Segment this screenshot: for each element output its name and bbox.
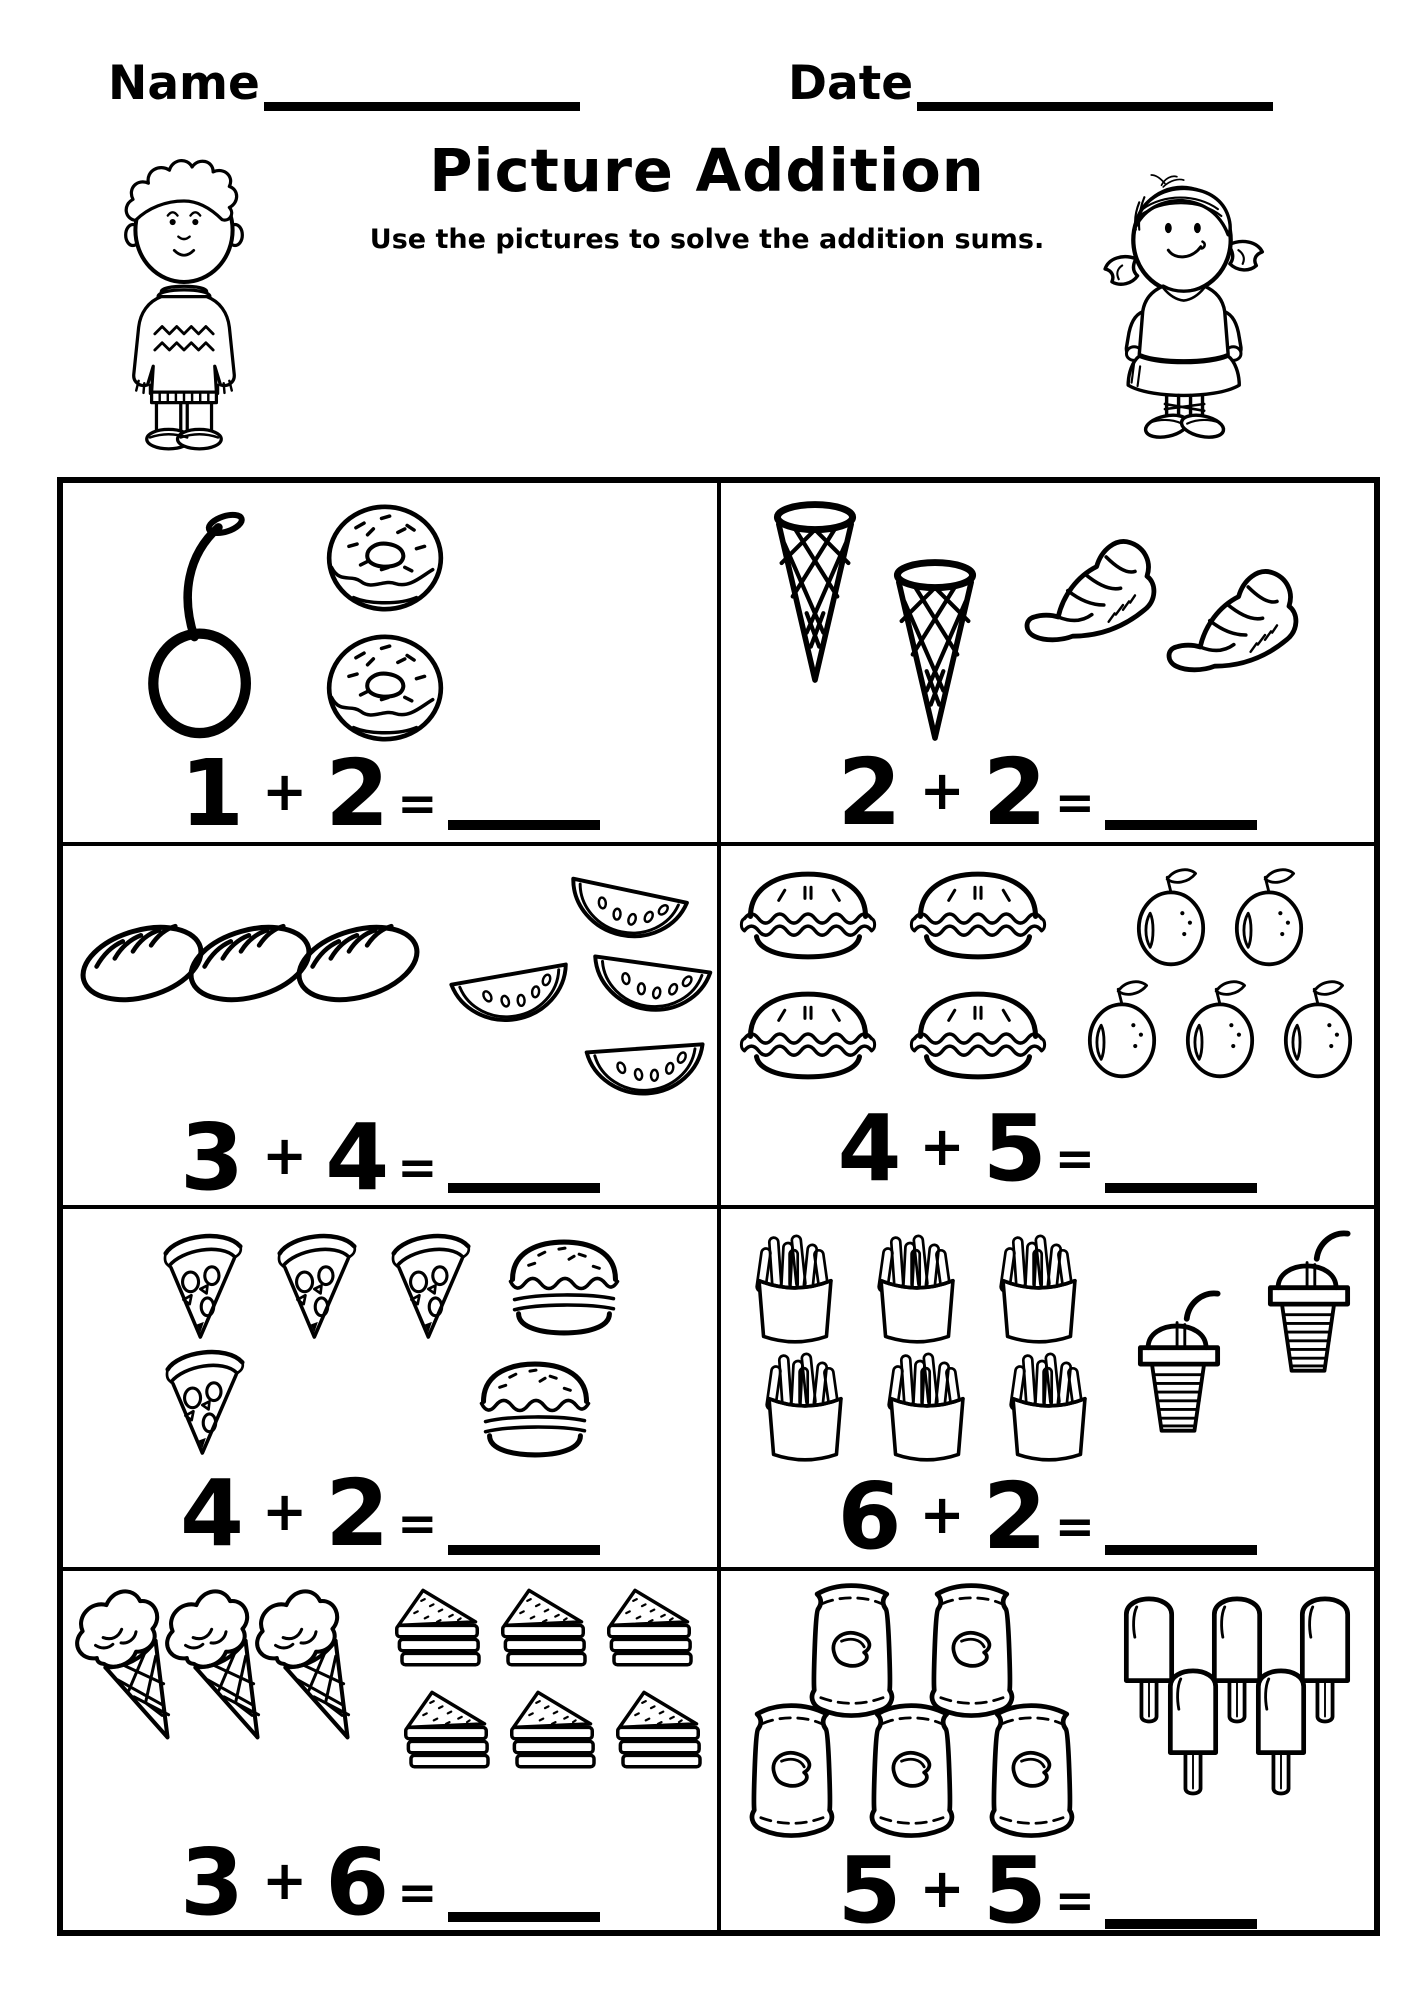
picture-row bbox=[66, 908, 434, 1014]
name-blank-line[interactable] bbox=[264, 52, 580, 111]
cake-icon bbox=[388, 1583, 486, 1687]
orange-icon bbox=[1127, 864, 1215, 970]
problem-cell-8 bbox=[721, 1571, 1375, 1930]
date-field bbox=[788, 52, 1273, 111]
pictures bbox=[63, 1209, 717, 1461]
equation bbox=[63, 1461, 717, 1568]
fries-icon bbox=[861, 1225, 973, 1349]
pie-icon bbox=[902, 862, 1054, 968]
fries-icon bbox=[749, 1343, 861, 1467]
picture-row bbox=[440, 1355, 630, 1461]
picture-row bbox=[735, 1699, 1087, 1845]
problem-cell-1 bbox=[63, 483, 717, 842]
answer-blank[interactable] bbox=[1105, 1545, 1257, 1555]
equals-sign: = bbox=[1054, 1873, 1095, 1930]
burger-icon bbox=[469, 1355, 601, 1461]
addend-a: 3 bbox=[180, 1104, 245, 1205]
cake-icon bbox=[397, 1685, 495, 1789]
addend-a-pictures bbox=[73, 1581, 375, 1753]
donut-icon bbox=[321, 499, 449, 617]
addend-b-pictures bbox=[448, 866, 714, 1112]
popsicle-icon bbox=[1159, 1651, 1227, 1807]
pictures bbox=[63, 1571, 717, 1836]
addend-b-pictures bbox=[321, 499, 449, 747]
addend-a: 2 bbox=[837, 739, 902, 842]
addend-a: 4 bbox=[837, 1094, 902, 1202]
addend-a: 3 bbox=[180, 1829, 245, 1930]
plus-sign: + bbox=[262, 760, 308, 824]
picture-row bbox=[749, 1343, 1105, 1467]
plus-sign: + bbox=[919, 759, 965, 823]
page-title: Picture Addition bbox=[429, 136, 985, 205]
pie-icon bbox=[732, 862, 884, 968]
orange-icon bbox=[1176, 976, 1264, 1082]
addend-b: 6 bbox=[325, 1829, 390, 1930]
orange-icon bbox=[1274, 976, 1362, 1082]
picture-row bbox=[732, 982, 1054, 1088]
equation bbox=[63, 1829, 717, 1930]
picture-row bbox=[1078, 864, 1362, 970]
equals-sign: = bbox=[397, 1495, 438, 1552]
equation bbox=[721, 739, 1375, 842]
addend-a-pictures bbox=[735, 1579, 1087, 1845]
popsicle-icon bbox=[1247, 1651, 1315, 1807]
burger-icon bbox=[498, 1233, 630, 1339]
cake-icon bbox=[503, 1685, 601, 1789]
addend-b: 2 bbox=[325, 1459, 390, 1567]
pictures bbox=[63, 846, 717, 1112]
equals-sign: = bbox=[397, 776, 438, 833]
picture-row bbox=[769, 499, 981, 745]
plus-sign: + bbox=[262, 1479, 308, 1543]
addend-b-pictures bbox=[1123, 1225, 1365, 1449]
name-field bbox=[108, 52, 580, 111]
answer-blank[interactable] bbox=[448, 1912, 600, 1922]
addend-b-pictures bbox=[1078, 864, 1362, 1082]
cone-icon bbox=[769, 499, 861, 687]
pictures bbox=[721, 1571, 1375, 1845]
picture-row bbox=[1078, 976, 1362, 1082]
addend-a-pictures bbox=[66, 908, 434, 1014]
pie-icon bbox=[902, 982, 1054, 1088]
page-subtitle: Use the pictures to solve the addition sums. bbox=[369, 224, 1045, 255]
answer-blank[interactable] bbox=[448, 820, 600, 830]
equation bbox=[721, 1093, 1375, 1205]
addend-b-pictures bbox=[1015, 521, 1325, 689]
chips-icon bbox=[855, 1699, 967, 1845]
picture-row bbox=[1015, 521, 1325, 689]
bread-icon bbox=[282, 908, 434, 1014]
picture-row bbox=[321, 499, 449, 617]
croissant-icon bbox=[1157, 551, 1325, 689]
pictures bbox=[63, 483, 717, 747]
addend-a: 4 bbox=[180, 1459, 245, 1567]
cone-icon bbox=[889, 557, 981, 745]
addend-a-pictures bbox=[769, 499, 981, 745]
addend-b-pictures bbox=[1115, 1579, 1359, 1807]
addend-a: 1 bbox=[180, 740, 245, 842]
addend-a-pictures bbox=[732, 862, 1054, 1088]
watermelon-icon bbox=[579, 1019, 713, 1116]
name-label: Name bbox=[108, 56, 260, 111]
equation bbox=[63, 740, 717, 842]
answer-blank[interactable] bbox=[448, 1545, 600, 1555]
picture-row bbox=[397, 1685, 707, 1789]
picture-row bbox=[729, 1225, 1105, 1349]
addend-a-pictures bbox=[143, 505, 263, 740]
picture-row bbox=[1123, 1225, 1365, 1449]
cake-icon bbox=[494, 1583, 592, 1687]
answer-blank[interactable] bbox=[448, 1183, 600, 1193]
addend-b: 2 bbox=[982, 1462, 1047, 1568]
plus-sign: + bbox=[919, 1114, 965, 1178]
answer-blank[interactable] bbox=[1105, 1183, 1257, 1193]
addend-a: 6 bbox=[837, 1462, 902, 1568]
chips-icon bbox=[975, 1699, 1087, 1845]
picture-row bbox=[143, 505, 263, 740]
pizza-icon bbox=[150, 1225, 256, 1345]
addend-b: 4 bbox=[325, 1104, 390, 1205]
fries-icon bbox=[739, 1225, 851, 1349]
equation bbox=[63, 1104, 717, 1205]
problem-cell-5 bbox=[63, 1209, 717, 1568]
boy-clipart-icon bbox=[103, 128, 265, 470]
pizza-icon bbox=[264, 1225, 370, 1345]
orange-icon bbox=[1225, 864, 1313, 970]
fries-icon bbox=[871, 1343, 983, 1467]
addend-a-pictures bbox=[150, 1225, 484, 1461]
addend-a: 5 bbox=[837, 1837, 902, 1930]
plus-sign: + bbox=[262, 1849, 308, 1912]
equation bbox=[721, 1462, 1375, 1568]
equals-sign: = bbox=[397, 1865, 438, 1921]
picture-row bbox=[732, 862, 1054, 968]
picture-row bbox=[73, 1581, 375, 1753]
cake-icon bbox=[600, 1583, 698, 1687]
pictures bbox=[721, 1209, 1375, 1467]
plus-sign: + bbox=[919, 1482, 965, 1546]
fries-icon bbox=[983, 1225, 1095, 1349]
fries-icon bbox=[993, 1343, 1105, 1467]
picture-row bbox=[1115, 1651, 1359, 1807]
drink-icon bbox=[1123, 1285, 1235, 1449]
pizza-icon bbox=[152, 1341, 258, 1461]
answer-blank[interactable] bbox=[1105, 1919, 1257, 1929]
cake-icon bbox=[609, 1685, 707, 1789]
problem-cell-7 bbox=[63, 1571, 717, 1930]
cherry-icon bbox=[143, 505, 263, 740]
equals-sign: = bbox=[1054, 1130, 1095, 1187]
date-label: Date bbox=[788, 56, 914, 111]
addend-b-pictures bbox=[498, 1233, 630, 1461]
problem-cell-6 bbox=[721, 1209, 1375, 1568]
plus-sign: + bbox=[919, 1857, 965, 1921]
date-blank-line[interactable] bbox=[917, 52, 1273, 111]
chips-icon bbox=[735, 1699, 847, 1845]
problem-cell-2 bbox=[721, 483, 1375, 842]
problem-cell-4 bbox=[721, 846, 1375, 1205]
addend-b: 5 bbox=[982, 1837, 1047, 1930]
equals-sign: = bbox=[1054, 775, 1095, 832]
equation bbox=[721, 1837, 1375, 1930]
equals-sign: = bbox=[1054, 1498, 1095, 1555]
addend-b: 5 bbox=[982, 1094, 1047, 1202]
picture-row bbox=[150, 1341, 484, 1461]
picture-row bbox=[150, 1225, 484, 1345]
donut-icon bbox=[321, 629, 449, 747]
girl-clipart-icon bbox=[1088, 140, 1276, 468]
worksheet-grid bbox=[57, 477, 1380, 1936]
drink-icon bbox=[1253, 1225, 1365, 1389]
orange-icon bbox=[1078, 976, 1166, 1082]
addend-b: 2 bbox=[325, 740, 390, 842]
addend-a-pictures bbox=[729, 1225, 1105, 1467]
picture-row bbox=[321, 629, 449, 747]
equals-sign: = bbox=[397, 1140, 438, 1197]
picture-row bbox=[379, 1583, 707, 1687]
problem-cell-3 bbox=[63, 846, 717, 1205]
pizza-icon bbox=[378, 1225, 484, 1345]
plus-sign: + bbox=[262, 1124, 308, 1188]
addend-b-pictures bbox=[379, 1583, 707, 1789]
pictures bbox=[721, 483, 1375, 745]
pie-icon bbox=[732, 982, 884, 1088]
addend-b: 2 bbox=[982, 739, 1047, 842]
answer-blank[interactable] bbox=[1105, 820, 1257, 830]
picture-row bbox=[498, 1233, 630, 1339]
pictures bbox=[721, 846, 1375, 1093]
